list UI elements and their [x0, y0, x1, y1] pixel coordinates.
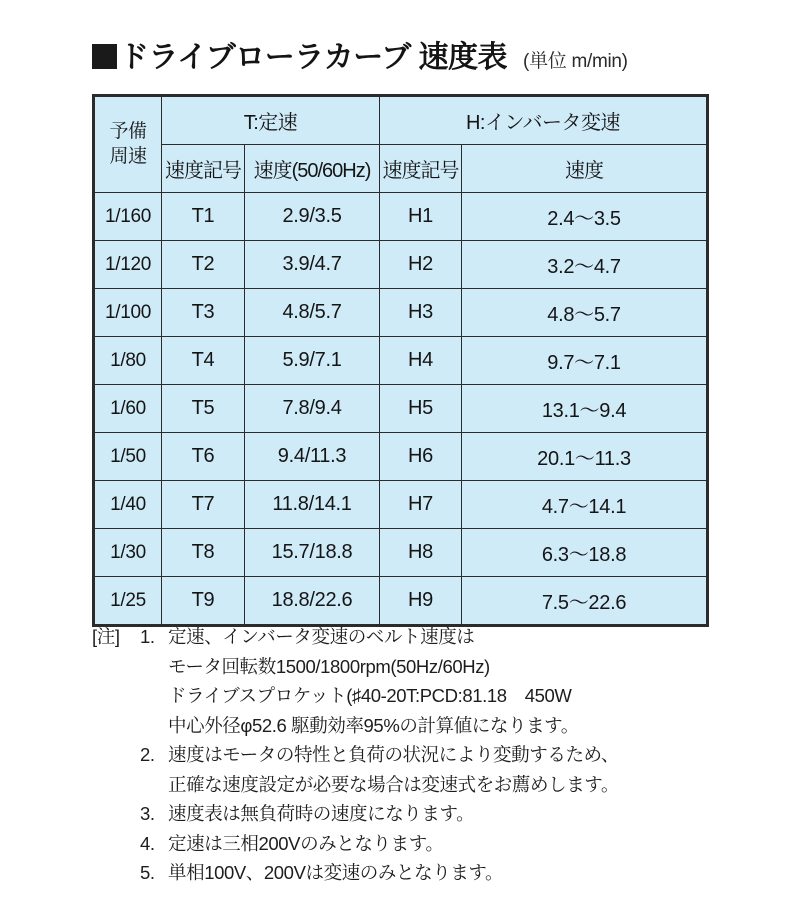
note-number: 1. [140, 626, 155, 647]
table-row [94, 337, 708, 385]
table-row [94, 289, 708, 337]
cell-h-symbol: H9 [380, 577, 462, 626]
note-lines [168, 622, 752, 740]
cell-h-symbol: H5 [380, 385, 462, 433]
note-lines [168, 858, 752, 888]
cell-t-symbol: T2 [162, 241, 245, 289]
cell-h-speed: 9.7〜7.1 [462, 337, 708, 385]
table-body [94, 193, 708, 626]
note-line: 正確な速度設定が必要な場合は変速式をお薦めします。 [168, 773, 620, 795]
cell-t-speed: 3.9/4.7 [245, 241, 380, 289]
table-header-sub-row [94, 145, 708, 193]
cell-h-speed: 13.1〜9.4 [462, 385, 708, 433]
cell-t-speed: 2.9/3.5 [245, 193, 380, 241]
note-line: 中心外径φ52.6 駆動効率95%の計算値になります。 [168, 714, 579, 736]
cell-pre-speed: 1/50 [94, 433, 162, 481]
cell-pre-speed: 1/40 [94, 481, 162, 529]
header-pre-speed-line2: 周速 [109, 145, 147, 167]
page-title-unit: (単位 m/min) [523, 51, 628, 72]
note-number: 4. [140, 832, 155, 854]
cell-pre-speed: 1/80 [94, 337, 162, 385]
cell-h-symbol: H7 [380, 481, 462, 529]
cell-t-symbol: T9 [162, 577, 245, 626]
note-number: 5. [140, 862, 155, 883]
note-item [140, 858, 752, 888]
note-line: 定速、インバータ変速のベルト速度は [168, 626, 475, 647]
header-group-constant-speed: T:定速 [162, 96, 380, 145]
note-number: 2. [140, 744, 155, 765]
table-row [94, 241, 708, 289]
cell-t-speed: 5.9/7.1 [245, 337, 380, 385]
cell-t-symbol: T6 [162, 433, 245, 481]
cell-h-speed: 7.5〜22.6 [462, 577, 708, 626]
notes-label: [注] [92, 626, 120, 647]
cell-h-speed: 2.4〜3.5 [462, 193, 708, 241]
note-line: 速度はモータの特性と負荷の状況により変動するため、 [168, 744, 620, 765]
cell-t-speed: 18.8/22.6 [245, 577, 380, 626]
square-bullet-icon [92, 44, 117, 69]
cell-h-speed: 6.3〜18.8 [462, 529, 708, 577]
note-line: 単相100V、200Vは変速のみとなります。 [168, 862, 504, 883]
cell-pre-speed: 1/160 [94, 193, 162, 241]
note-lines [168, 740, 752, 799]
cell-t-symbol: T4 [162, 337, 245, 385]
cell-pre-speed: 1/25 [94, 577, 162, 626]
cell-t-symbol: T7 [162, 481, 245, 529]
cell-h-symbol: H1 [380, 193, 462, 241]
cell-t-speed: 9.4/11.3 [245, 433, 380, 481]
note-item [140, 829, 752, 859]
cell-pre-speed: 1/30 [94, 529, 162, 577]
table-head [94, 96, 708, 193]
header-pre-speed [94, 96, 162, 193]
cell-h-symbol: H2 [380, 241, 462, 289]
cell-h-symbol: H4 [380, 337, 462, 385]
table-row [94, 385, 708, 433]
table-header-group-row [94, 96, 708, 145]
cell-pre-speed: 1/100 [94, 289, 162, 337]
header-h-speed: 速度 [462, 145, 708, 193]
note-item [140, 740, 752, 799]
note-item [140, 799, 752, 829]
cell-t-symbol: T8 [162, 529, 245, 577]
cell-pre-speed: 1/60 [94, 385, 162, 433]
note-number: 3. [140, 803, 155, 824]
page-title-text: ドライブローラカーブ 速度表 [119, 41, 508, 74]
cell-t-speed: 15.7/18.8 [245, 529, 380, 577]
notes-block [92, 622, 752, 888]
cell-t-symbol: T5 [162, 385, 245, 433]
table-row [94, 193, 708, 241]
table-row [94, 577, 708, 626]
header-t-speed: 速度(50/60Hz) [245, 145, 380, 193]
cell-t-speed: 11.8/14.1 [245, 481, 380, 529]
note-line: モータ回転数1500/1800rpm(50Hz/60Hz) [168, 655, 490, 677]
header-pre-speed-line1: 予備 [109, 121, 147, 143]
cell-h-symbol: H6 [380, 433, 462, 481]
table-row [94, 433, 708, 481]
table-row [94, 529, 708, 577]
note-lines [168, 829, 752, 859]
note-line: 速度表は無負荷時の速度になります。 [168, 803, 475, 824]
header-h-symbol: 速度記号 [380, 145, 462, 193]
note-item [140, 622, 752, 740]
note-lines [168, 799, 752, 829]
cell-t-speed: 7.8/9.4 [245, 385, 380, 433]
cell-t-symbol: T1 [162, 193, 245, 241]
speed-table [92, 94, 709, 627]
note-line: 定速は三相200Vのみとなります。 [168, 832, 444, 854]
note-line: ドライブスプロケット(♯40-20T:PCD:81.18 450W [168, 685, 572, 706]
cell-pre-speed: 1/120 [94, 241, 162, 289]
page-title [92, 32, 628, 76]
header-group-inverter-speed: H:インバータ変速 [380, 96, 708, 145]
cell-h-speed: 20.1〜11.3 [462, 433, 708, 481]
cell-h-speed: 3.2〜4.7 [462, 241, 708, 289]
cell-t-symbol: T3 [162, 289, 245, 337]
notes-list [140, 622, 752, 888]
table-row [94, 481, 708, 529]
cell-t-speed: 4.8/5.7 [245, 289, 380, 337]
cell-h-symbol: H3 [380, 289, 462, 337]
cell-h-symbol: H8 [380, 529, 462, 577]
cell-h-speed: 4.8〜5.7 [462, 289, 708, 337]
cell-h-speed: 4.7〜14.1 [462, 481, 708, 529]
header-t-symbol: 速度記号 [162, 145, 245, 193]
